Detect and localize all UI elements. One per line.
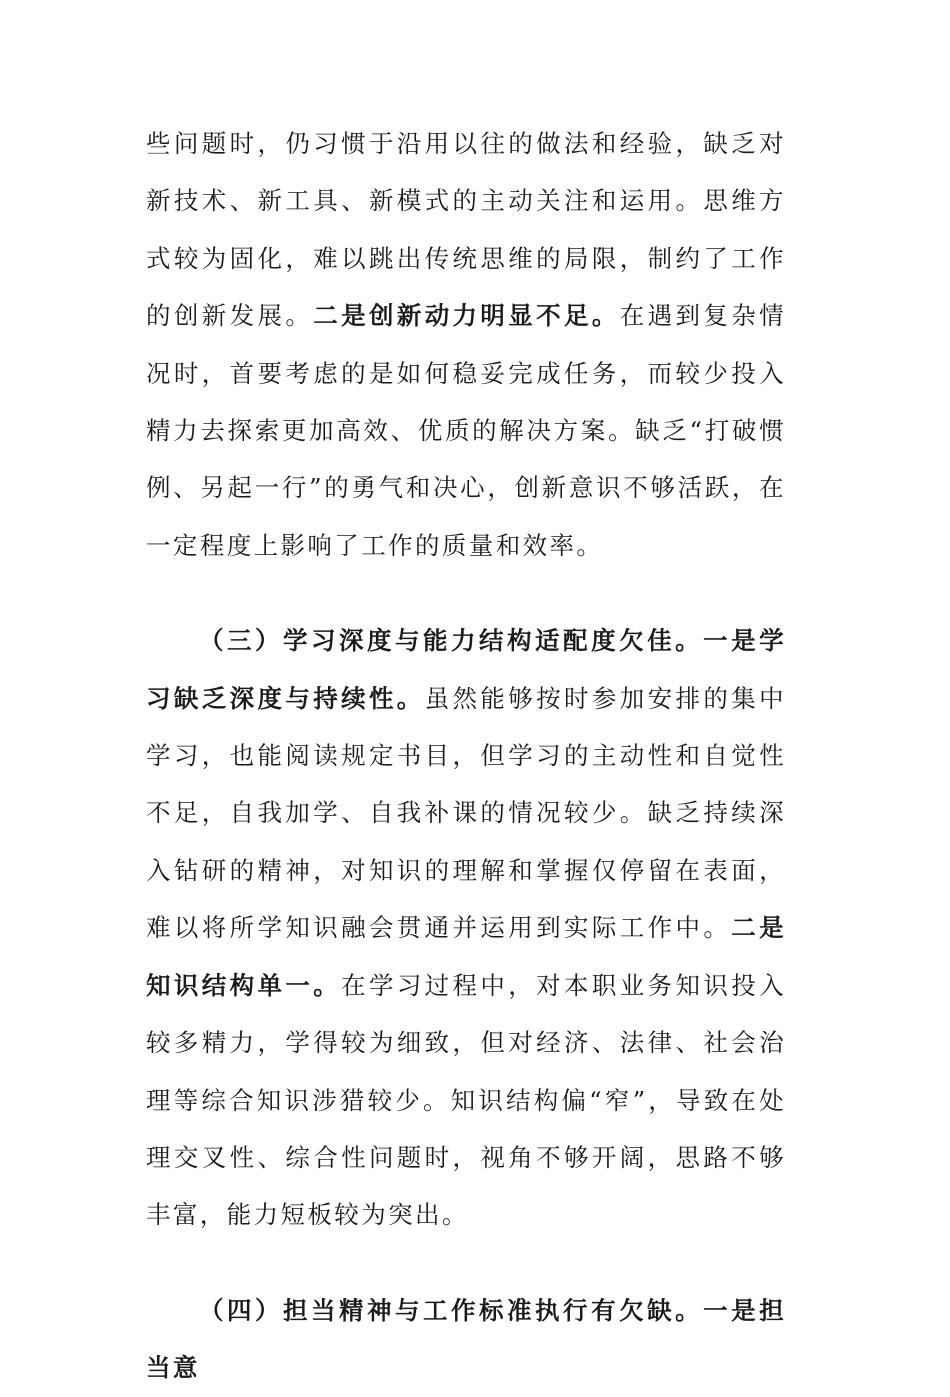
paragraph-text: 在学习过程中，对本职业务知识投入较多精力，学得较为细致，但对经济、法律、社会治理等综合知识涉猎较少。知识结构偏“窄”，导致在处理交叉性、综合性问题时，视角不够开阔，思路不够丰富，能力短板较为突出。 — [146, 970, 786, 1230]
subheading-knowledge-structure: 二是知识结构单一。 — [146, 913, 786, 1000]
subheading-innovation-motivation: 二是创新动力明显不足。 — [313, 301, 620, 331]
paragraph-section-four — [146, 1282, 786, 1397]
section-heading-four: （四）担当精神与工作标准执行有欠缺。一是担当意 — [146, 1295, 786, 1383]
paragraph-text: 些问题时，仍习惯于沿用以往的做法和经验，缺乏对新技术、新工具、新模式的主动关注和运用。思维方式较为固化，难以跳出传统思维的局限，制约了工作的创新发展。 — [146, 129, 786, 331]
paragraph-text: 虽然能够按时参加安排的集中学习，也能阅读规定书目，但学习的主动性和自觉性不足，自我加学、自我补课的情况较少。缺乏持续深入钻研的精神，对知识的理解和掌握仅停留在表面，难以将所学知识融会贯通并运用到实际工作中。 — [146, 683, 787, 943]
document-body — [146, 115, 786, 1397]
paragraph-section-three — [146, 612, 786, 1243]
paragraph-innovation-continued — [146, 115, 786, 574]
paragraph-text: 在遇到复杂情况时，首要考虑的是如何稳妥完成任务，而较少投入精力去探索更加高效、优质的解决方案。缺乏“打破惯例、另起一行”的勇气和决心，创新意识不够活跃，在一定程度上影响了工作的质量和效率。 — [146, 301, 787, 560]
section-heading-three: （三）学习深度与能力结构适配度欠佳。一是学习缺乏深度与持续性。 — [146, 626, 786, 713]
